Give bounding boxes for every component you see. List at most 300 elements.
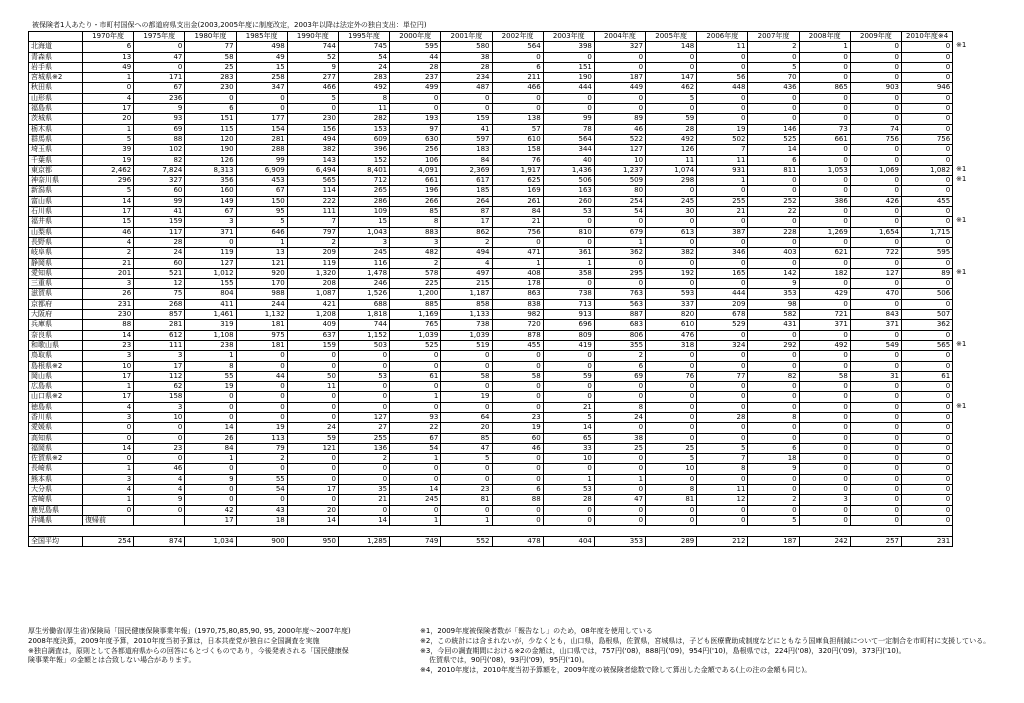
- value-cell: 931: [697, 165, 748, 175]
- value-cell: 1,039: [441, 330, 492, 340]
- prefecture-name: 宮崎県: [29, 495, 83, 505]
- header-year: 2009年度: [850, 32, 901, 42]
- table-row: [29, 361, 953, 371]
- value-cell: 76: [646, 371, 697, 381]
- value-cell: 0: [697, 217, 748, 227]
- value-cell: 362: [902, 320, 953, 330]
- value-cell: 0: [492, 464, 543, 474]
- prefecture-name: 長崎県: [29, 464, 83, 474]
- value-cell: 0: [697, 361, 748, 371]
- value-cell: 0: [543, 104, 594, 114]
- value-cell: 87: [441, 207, 492, 217]
- value-cell: 47: [134, 52, 185, 62]
- value-cell: 6: [185, 104, 236, 114]
- value-cell: 1,715: [902, 227, 953, 237]
- value-cell: 127: [594, 145, 645, 155]
- value-cell: 0: [697, 279, 748, 289]
- value-cell: 88: [83, 320, 134, 330]
- table-row: [29, 454, 953, 464]
- value-cell: 0: [543, 52, 594, 62]
- value-cell: 337: [646, 299, 697, 309]
- prefecture-name: 鹿児島県: [29, 505, 83, 515]
- value-cell: 14: [748, 145, 799, 155]
- value-cell: 0: [697, 258, 748, 268]
- value-cell: 344: [543, 145, 594, 155]
- value-cell: 155: [185, 279, 236, 289]
- value-cell: 0: [390, 464, 441, 474]
- value-cell: 7: [287, 217, 338, 227]
- value-cell: 215: [441, 279, 492, 289]
- value-cell: 466: [287, 83, 338, 93]
- value-cell: 0: [697, 52, 748, 62]
- value-cell: 0: [697, 351, 748, 361]
- value-cell: 419: [543, 340, 594, 350]
- value-cell: 17: [441, 217, 492, 227]
- row-note: ※1: [956, 216, 967, 224]
- value-cell: 1: [185, 351, 236, 361]
- value-cell: 19: [441, 392, 492, 402]
- value-cell: 8: [185, 361, 236, 371]
- value-cell: 222: [287, 196, 338, 206]
- value-cell: 80: [594, 186, 645, 196]
- value-cell: 0: [748, 237, 799, 247]
- value-cell: 39: [83, 145, 134, 155]
- prefecture-name: 島根県※2: [29, 361, 83, 371]
- value-cell: 487: [441, 83, 492, 93]
- value-cell: 0: [850, 258, 901, 268]
- value-cell: 76: [492, 155, 543, 165]
- value-cell: 679: [594, 227, 645, 237]
- value-cell: 61: [390, 371, 441, 381]
- value-cell: 1,034: [185, 536, 236, 546]
- value-cell: 1,526: [338, 289, 389, 299]
- value-cell: 721: [799, 310, 850, 320]
- value-cell: 0: [185, 402, 236, 412]
- value-cell: 843: [850, 310, 901, 320]
- value-cell: 245: [646, 196, 697, 206]
- value-cell: 8: [646, 485, 697, 495]
- value-cell: 225: [390, 279, 441, 289]
- value-cell: 149: [185, 196, 236, 206]
- header-year: 2008年度: [799, 32, 850, 42]
- value-cell: 0: [134, 42, 185, 52]
- value-cell: 431: [748, 320, 799, 330]
- prefecture-name: 静岡県: [29, 258, 83, 268]
- value-cell: 744: [287, 42, 338, 52]
- value-cell: 0: [236, 495, 287, 505]
- value-cell: 88: [134, 134, 185, 144]
- value-cell: 49: [236, 52, 287, 62]
- value-cell: 0: [850, 382, 901, 392]
- value-cell: 10: [543, 454, 594, 464]
- value-cell: 64: [441, 412, 492, 422]
- value-cell: 0: [902, 114, 953, 124]
- value-cell: 0: [748, 52, 799, 62]
- value-cell: 444: [697, 289, 748, 299]
- value-cell: 0: [697, 392, 748, 402]
- value-cell: 44: [390, 52, 441, 62]
- value-cell: 0: [799, 505, 850, 515]
- value-cell: 738: [441, 320, 492, 330]
- value-cell: 121: [236, 258, 287, 268]
- value-cell: 0: [646, 423, 697, 433]
- value-cell: 887: [594, 310, 645, 320]
- footnote-independent-cont: 険事業年報」の金額とは合致しない場合があります。: [28, 656, 196, 665]
- value-cell: 0: [850, 73, 901, 83]
- value-cell: 0: [748, 258, 799, 268]
- value-cell: 0: [134, 423, 185, 433]
- value-cell: 610: [492, 134, 543, 144]
- value-cell: 99: [543, 114, 594, 124]
- value-cell: 863: [492, 289, 543, 299]
- table-row: [29, 310, 953, 320]
- value-cell: 0: [799, 515, 850, 525]
- table-row: [29, 52, 953, 62]
- value-cell: 244: [236, 299, 287, 309]
- value-cell: 809: [543, 330, 594, 340]
- value-cell: 0: [338, 382, 389, 392]
- value-cell: 0: [134, 62, 185, 72]
- value-cell: 449: [594, 83, 645, 93]
- prefecture-name: 山口県※2: [29, 392, 83, 402]
- header-year: 1975年度: [134, 32, 185, 42]
- value-cell: 0: [236, 361, 287, 371]
- value-cell: 683: [594, 320, 645, 330]
- value-cell: 448: [697, 83, 748, 93]
- value-cell: 99: [134, 196, 185, 206]
- value-cell: 121: [287, 443, 338, 453]
- table-row: [29, 155, 953, 165]
- value-cell: 455: [492, 340, 543, 350]
- value-cell: 396: [338, 145, 389, 155]
- value-cell: 0: [390, 93, 441, 103]
- value-cell: 0: [748, 423, 799, 433]
- value-cell: 0: [287, 495, 338, 505]
- value-cell: 0: [390, 382, 441, 392]
- value-cell: 0: [185, 237, 236, 247]
- value-cell: 421: [287, 299, 338, 309]
- value-cell: 0: [799, 279, 850, 289]
- value-cell: 0: [902, 361, 953, 371]
- value-cell: 617: [441, 176, 492, 186]
- value-cell: 230: [287, 114, 338, 124]
- value-cell: 1,069: [850, 165, 901, 175]
- value-cell: 53: [543, 485, 594, 495]
- value-cell: 564: [543, 134, 594, 144]
- value-cell: 24: [594, 412, 645, 422]
- value-cell: 0: [902, 485, 953, 495]
- value-cell: 8: [748, 412, 799, 422]
- value-cell: 60: [134, 258, 185, 268]
- value-cell: 1: [236, 237, 287, 247]
- value-cell: 25: [185, 62, 236, 72]
- value-cell: 1,152: [338, 330, 389, 340]
- value-cell: 8,401: [338, 165, 389, 175]
- value-cell: 811: [748, 165, 799, 175]
- value-cell: 3: [185, 217, 236, 227]
- value-cell: 3: [799, 495, 850, 505]
- value-cell: 25: [594, 443, 645, 453]
- value-cell: 411: [185, 299, 236, 309]
- value-cell: 1,082: [902, 165, 953, 175]
- value-cell: 398: [543, 42, 594, 52]
- prefecture-name: 熊本県: [29, 474, 83, 484]
- value-cell: 712: [338, 176, 389, 186]
- table-title: 被保険者1人あたり・市町村国保への都道府県支出金(2003,2005年度に制度改定，2003年以降は法定外の独自支出：単位円): [32, 21, 427, 29]
- value-cell: 25: [646, 443, 697, 453]
- value-cell: 3: [83, 279, 134, 289]
- value-cell: 0: [543, 382, 594, 392]
- value-cell: 67: [236, 186, 287, 196]
- value-cell: 158: [492, 145, 543, 155]
- prefecture-name: 兵庫県: [29, 320, 83, 330]
- value-cell: 0: [748, 186, 799, 196]
- value-cell: 11: [697, 485, 748, 495]
- value-cell: 5: [287, 93, 338, 103]
- value-cell: 159: [441, 114, 492, 124]
- value-cell: 79: [236, 443, 287, 453]
- value-cell: 82: [134, 155, 185, 165]
- value-cell: 318: [646, 340, 697, 350]
- value-cell: 0: [390, 104, 441, 114]
- value-cell: 67: [185, 207, 236, 217]
- value-cell: 67: [390, 433, 441, 443]
- prefecture-name: 神奈川県: [29, 176, 83, 186]
- value-cell: 0: [902, 443, 953, 453]
- prefecture-name: 和歌山県: [29, 340, 83, 350]
- value-cell: 0: [287, 474, 338, 484]
- value-cell: 6: [83, 42, 134, 52]
- value-cell: 661: [390, 176, 441, 186]
- value-cell: 24: [134, 248, 185, 258]
- footnote-4: ※4，2010年度は，2010年度当初予算額を，2009年度の被保険者総数で除して算出した金額である(上の注の金額も同じ)。: [420, 666, 812, 675]
- value-cell: 595: [902, 248, 953, 258]
- value-cell: 28: [543, 495, 594, 505]
- value-cell: 0: [902, 155, 953, 165]
- table-row: [29, 495, 953, 505]
- table-row: [29, 351, 953, 361]
- prefecture-name: 岡山県: [29, 371, 83, 381]
- table-row: [29, 186, 953, 196]
- value-cell: 6: [492, 485, 543, 495]
- value-cell: 763: [594, 289, 645, 299]
- value-cell: 49: [83, 62, 134, 72]
- value-cell: 0: [902, 299, 953, 309]
- value-cell: 4: [83, 485, 134, 495]
- value-cell: 58: [441, 371, 492, 381]
- value-cell: 0: [850, 155, 901, 165]
- value-cell: 0: [902, 505, 953, 515]
- value-cell: 1,012: [185, 268, 236, 278]
- value-cell: 183: [441, 145, 492, 155]
- value-cell: 0: [799, 443, 850, 453]
- value-cell: 0: [799, 207, 850, 217]
- value-cell: 230: [185, 83, 236, 93]
- value-cell: 19: [236, 423, 287, 433]
- prefecture-name: 埼玉県: [29, 145, 83, 155]
- value-cell: 0: [850, 237, 901, 247]
- value-cell: 0: [441, 361, 492, 371]
- value-cell: 883: [390, 227, 441, 237]
- header-year: 2006年度: [697, 32, 748, 42]
- prefecture-name: 石川県: [29, 207, 83, 217]
- table-row: [29, 382, 953, 392]
- footnote-3-cont: 佐賀県では，90円('08)，93円('09)，95円('10)。: [429, 656, 589, 665]
- value-cell: 878: [492, 330, 543, 340]
- value-cell: 346: [697, 248, 748, 258]
- value-cell: 245: [338, 248, 389, 258]
- value-cell: 111: [287, 207, 338, 217]
- value-cell: 797: [287, 227, 338, 237]
- table-row: [29, 371, 953, 381]
- value-cell: 209: [697, 299, 748, 309]
- value-cell: 17: [287, 485, 338, 495]
- value-cell: 0: [748, 474, 799, 484]
- value-cell: 492: [799, 340, 850, 350]
- value-cell: 181: [236, 320, 287, 330]
- value-cell: 0: [83, 505, 134, 515]
- value-cell: 28: [134, 237, 185, 247]
- prefecture-name: 山形県: [29, 93, 83, 103]
- value-cell: 78: [543, 124, 594, 134]
- value-cell: 12: [697, 495, 748, 505]
- value-cell: 116: [338, 258, 389, 268]
- value-cell: 0: [748, 382, 799, 392]
- value-cell: 0: [799, 104, 850, 114]
- value-cell: 0: [902, 186, 953, 196]
- value-cell: 3: [338, 237, 389, 247]
- value-cell: 38: [441, 52, 492, 62]
- value-cell: 21: [543, 402, 594, 412]
- header-year: 2010年度※4: [902, 32, 953, 42]
- value-cell: 900: [236, 536, 287, 546]
- header-year: 1995年度: [338, 32, 389, 42]
- value-cell: 77: [185, 42, 236, 52]
- value-cell: 0: [697, 104, 748, 114]
- value-cell: 0: [594, 454, 645, 464]
- value-cell: 0: [543, 515, 594, 525]
- table-row: [29, 145, 953, 155]
- value-cell: 171: [134, 73, 185, 83]
- value-cell: 54: [236, 485, 287, 495]
- value-cell: 0: [185, 464, 236, 474]
- value-cell: 8,313: [185, 165, 236, 175]
- value-cell: 806: [594, 330, 645, 340]
- table-row: [29, 402, 953, 412]
- value-cell: 382: [646, 248, 697, 258]
- value-cell: 0: [441, 464, 492, 474]
- row-note: ※1: [956, 402, 967, 410]
- value-cell: 0: [185, 485, 236, 495]
- value-cell: 564: [492, 42, 543, 52]
- value-cell: 0: [492, 382, 543, 392]
- value-cell: 0: [850, 474, 901, 484]
- value-cell: 0: [850, 279, 901, 289]
- value-cell: 0: [850, 515, 901, 525]
- prefecture-name: 長野県: [29, 237, 83, 247]
- value-cell: 231: [902, 536, 953, 546]
- value-cell: 874: [134, 536, 185, 546]
- table-row: [29, 320, 953, 330]
- value-cell: 0: [390, 474, 441, 484]
- value-cell: 0: [441, 351, 492, 361]
- value-cell: 597: [441, 134, 492, 144]
- value-cell: 10: [83, 361, 134, 371]
- value-cell: 0: [543, 361, 594, 371]
- value-cell: 114: [287, 186, 338, 196]
- value-cell: 0: [594, 258, 645, 268]
- value-cell: 0: [799, 155, 850, 165]
- prefecture-name: 岩手県: [29, 62, 83, 72]
- value-cell: 77: [697, 371, 748, 381]
- value-cell: 0: [850, 186, 901, 196]
- prefecture-name: 愛知県: [29, 268, 83, 278]
- value-cell: 158: [134, 392, 185, 402]
- value-cell: 0: [441, 402, 492, 412]
- table-row: [29, 104, 953, 114]
- value-cell: 187: [594, 73, 645, 83]
- header-year: 2001年度: [441, 32, 492, 42]
- value-cell: 1,133: [441, 310, 492, 320]
- value-cell: 0: [748, 392, 799, 402]
- value-cell: 14: [83, 196, 134, 206]
- table-row: [29, 258, 953, 268]
- value-cell: 0: [799, 258, 850, 268]
- value-cell: 0: [799, 114, 850, 124]
- value-cell: 46: [134, 464, 185, 474]
- value-cell: 549: [850, 340, 901, 350]
- value-cell: 1: [83, 382, 134, 392]
- value-cell: 0: [902, 392, 953, 402]
- value-cell: 0: [441, 505, 492, 515]
- value-cell: 745: [338, 42, 389, 52]
- value-cell: 613: [646, 227, 697, 237]
- value-cell: 371: [850, 320, 901, 330]
- value-cell: 8: [594, 402, 645, 412]
- value-cell: 2: [390, 258, 441, 268]
- value-cell: 471: [492, 248, 543, 258]
- value-cell: 113: [236, 433, 287, 443]
- value-cell: 0: [594, 62, 645, 72]
- value-cell: 0: [850, 62, 901, 72]
- value-cell: 8: [338, 93, 389, 103]
- value-cell: 5: [543, 412, 594, 422]
- value-cell: 0: [902, 412, 953, 422]
- value-cell: 75: [134, 289, 185, 299]
- value-cell: 33: [543, 443, 594, 453]
- value-cell: 282: [338, 114, 389, 124]
- value-cell: 582: [748, 310, 799, 320]
- table-row: [29, 433, 953, 443]
- value-cell: 58: [185, 52, 236, 62]
- value-cell: 8: [390, 217, 441, 227]
- value-cell: 0: [902, 217, 953, 227]
- table-row: [29, 423, 953, 433]
- value-cell: 688: [338, 299, 389, 309]
- value-cell: 0: [902, 382, 953, 392]
- value-cell: 0: [492, 237, 543, 247]
- value-cell: 0: [83, 423, 134, 433]
- value-cell: 0: [850, 392, 901, 402]
- value-cell: 1,169: [390, 310, 441, 320]
- value-cell: 138: [492, 114, 543, 124]
- value-cell: 283: [185, 73, 236, 83]
- header-row: [29, 32, 953, 42]
- value-cell: 0: [646, 382, 697, 392]
- value-cell: 67: [134, 83, 185, 93]
- value-cell: 1: [441, 515, 492, 525]
- prefecture-name: 青森県: [29, 52, 83, 62]
